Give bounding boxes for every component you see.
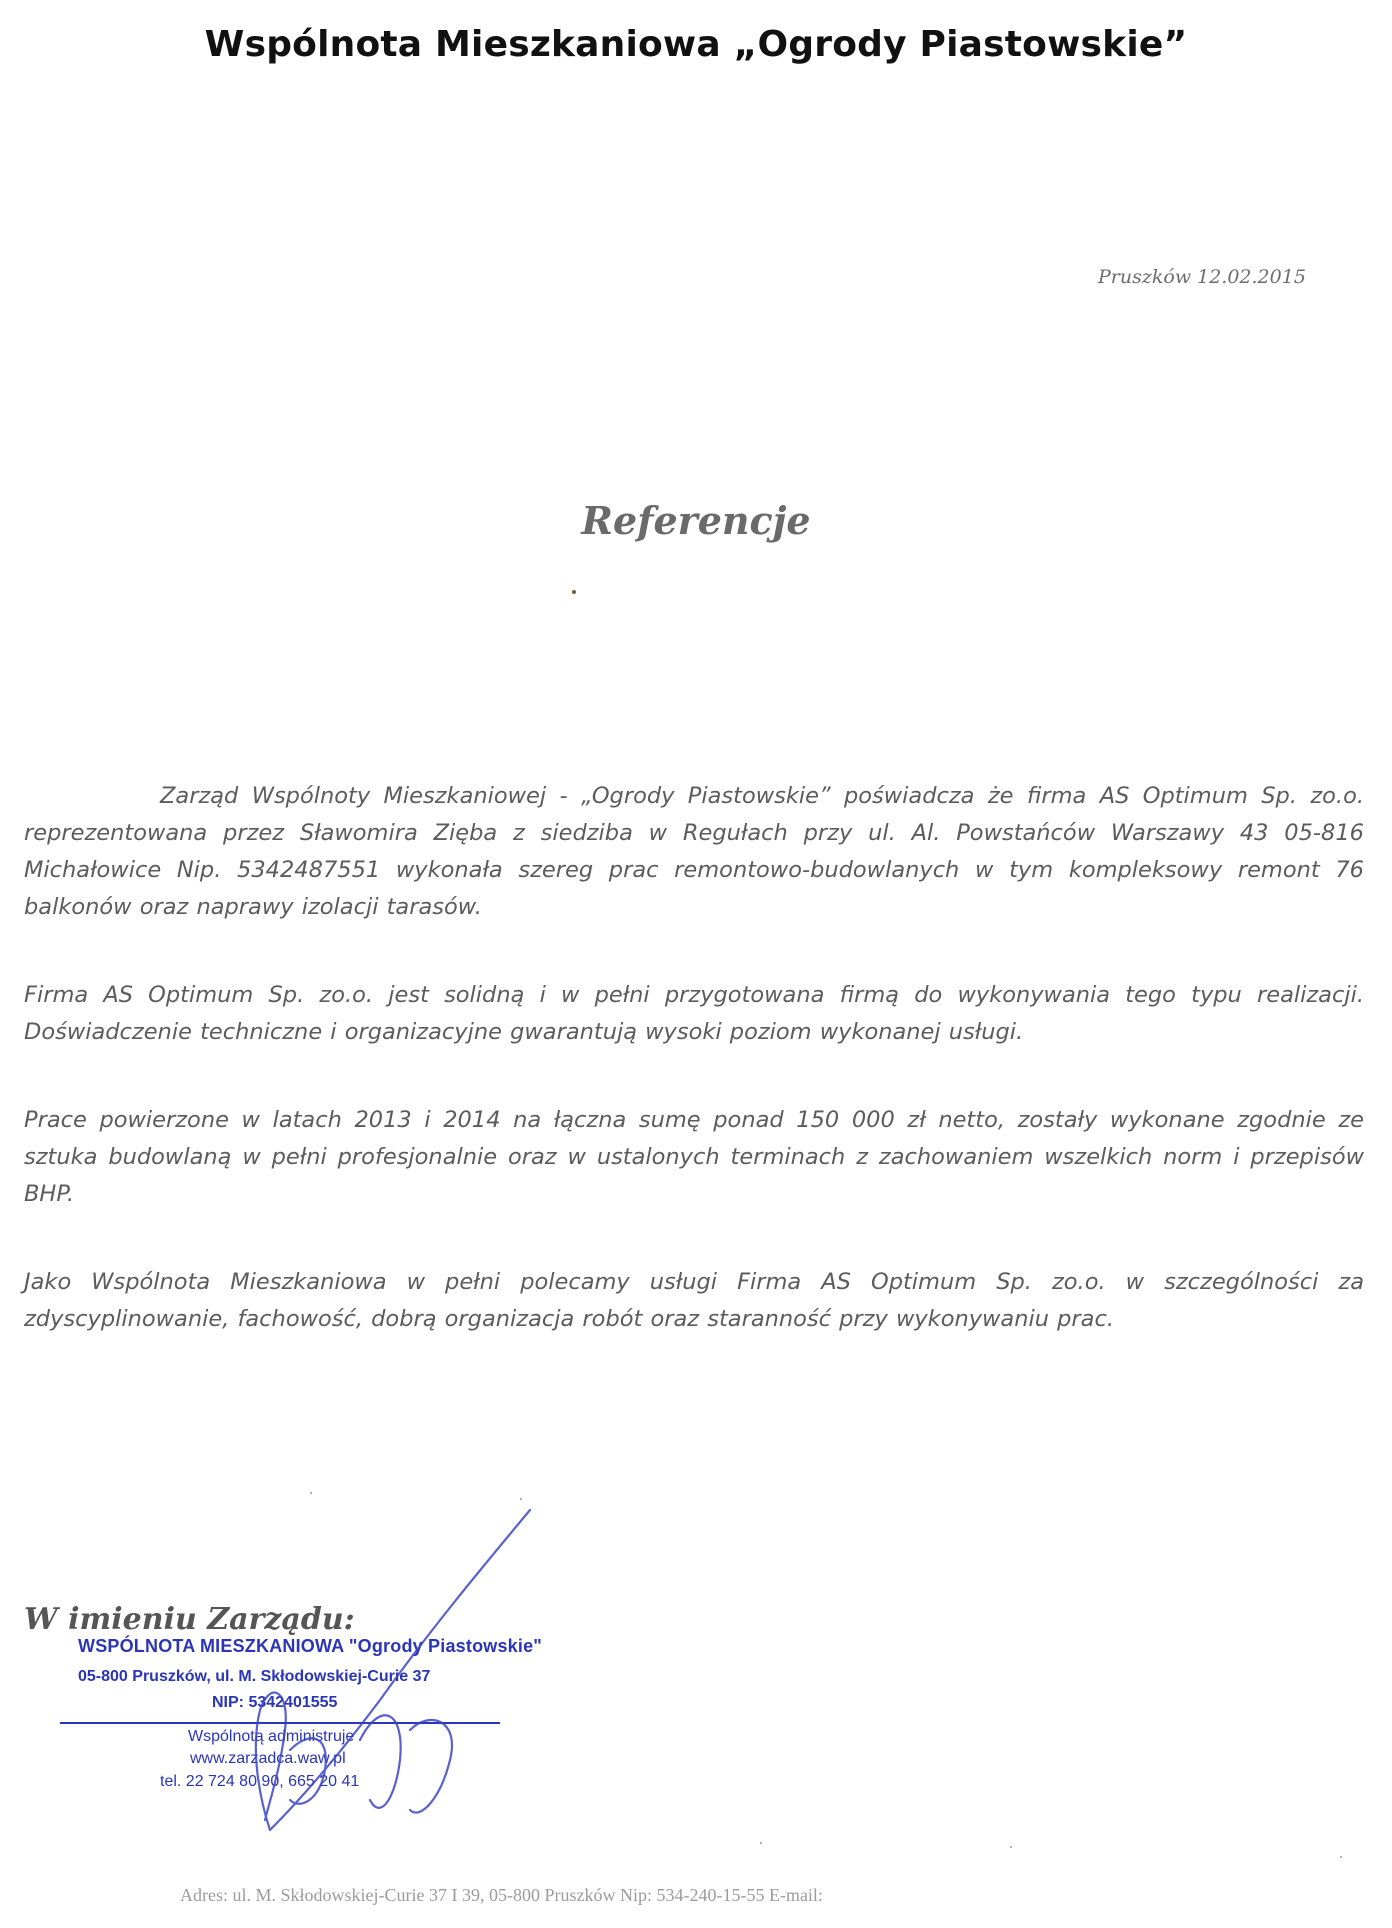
document-body bbox=[24, 778, 1364, 1389]
scan-speck bbox=[760, 1842, 762, 1844]
paragraph-1: Zarząd Wspólnoty Mieszkaniowej - „Ogrody Piastowskie” poświadcza że firma AS Optimum Sp. zo.o. reprezentowana przez Sławomira Zięba z siedziba w Regułach przy ul. Al. Powstańców Warszawy 43 05-816 Michałowice Nip. 5342487551 wykonała szereg prac remontowo-budowlanych w tym kompleksowy remont 76 balkonów oraz naprawy izolacji tarasów. bbox=[24, 783, 1364, 920]
scan-speck bbox=[310, 1492, 312, 1494]
handwritten-signature bbox=[230, 1500, 560, 1840]
stamp-line-website: www.zarzadca.waw.pl bbox=[190, 1750, 346, 1767]
scan-speck bbox=[1340, 1856, 1342, 1858]
stamp-line-nip: NIP: 5342401555 bbox=[212, 1694, 338, 1711]
paragraph-3: Prace powierzone w latach 2013 i 2014 na łączna sumę ponad 150 000 zł netto, zostały wykonane zgodnie ze sztuka budowlaną w pełni profesjonalnie oraz w ustalonych terminach z zachowaniem wszelkich norm i przepisów BHP. bbox=[24, 1107, 1364, 1207]
stamp-line-admin: Wspólnotą administruje bbox=[188, 1728, 355, 1745]
stamp-line-phone: tel. 22 724 80 90, 665 20 41 bbox=[160, 1773, 360, 1790]
paragraph-2: Firma AS Optimum Sp. zo.o. jest solidną i w pełni przygotowana firmą do wykonywania tego typu realizacji. Doświadczenie techniczne i organizacyjne gwarantują wysoki poziom wykonanej usługi. bbox=[24, 982, 1364, 1045]
scan-speck bbox=[520, 1498, 522, 1500]
place-date: Pruszków 12.02.2015 bbox=[1098, 266, 1306, 288]
stamp-line-address: 05-800 Pruszków, ul. M. Skłodowskiej-Curie 37 bbox=[78, 1668, 431, 1685]
footer-address: Adres: ul. M. Skłodowskiej-Curie 37 I 39, 05-800 Pruszków Nip: 534-240-15-55 E-mail: bbox=[180, 1885, 823, 1905]
scan-speck bbox=[1010, 1846, 1012, 1848]
signature-label: W imieniu Zarządu: bbox=[24, 1602, 355, 1637]
scan-speck bbox=[572, 590, 576, 594]
stamp-line-name: WSPÓLNOTA MIESZKANIOWA "Ogrody Piastowskie" bbox=[78, 1636, 543, 1656]
organization-title: Wspólnota Mieszkaniowa „Ogrody Piastowskie” bbox=[204, 24, 1188, 65]
document-title: Referencje bbox=[581, 498, 811, 543]
paragraph-4: Jako Wspólnota Mieszkaniowa w pełni polecamy usługi Firma AS Optimum Sp. zo.o. w szczególności za zdyscyplinowanie, fachowość, dobrą organizacja robót oraz staranność przy wykonywaniu prac. bbox=[24, 1269, 1364, 1332]
